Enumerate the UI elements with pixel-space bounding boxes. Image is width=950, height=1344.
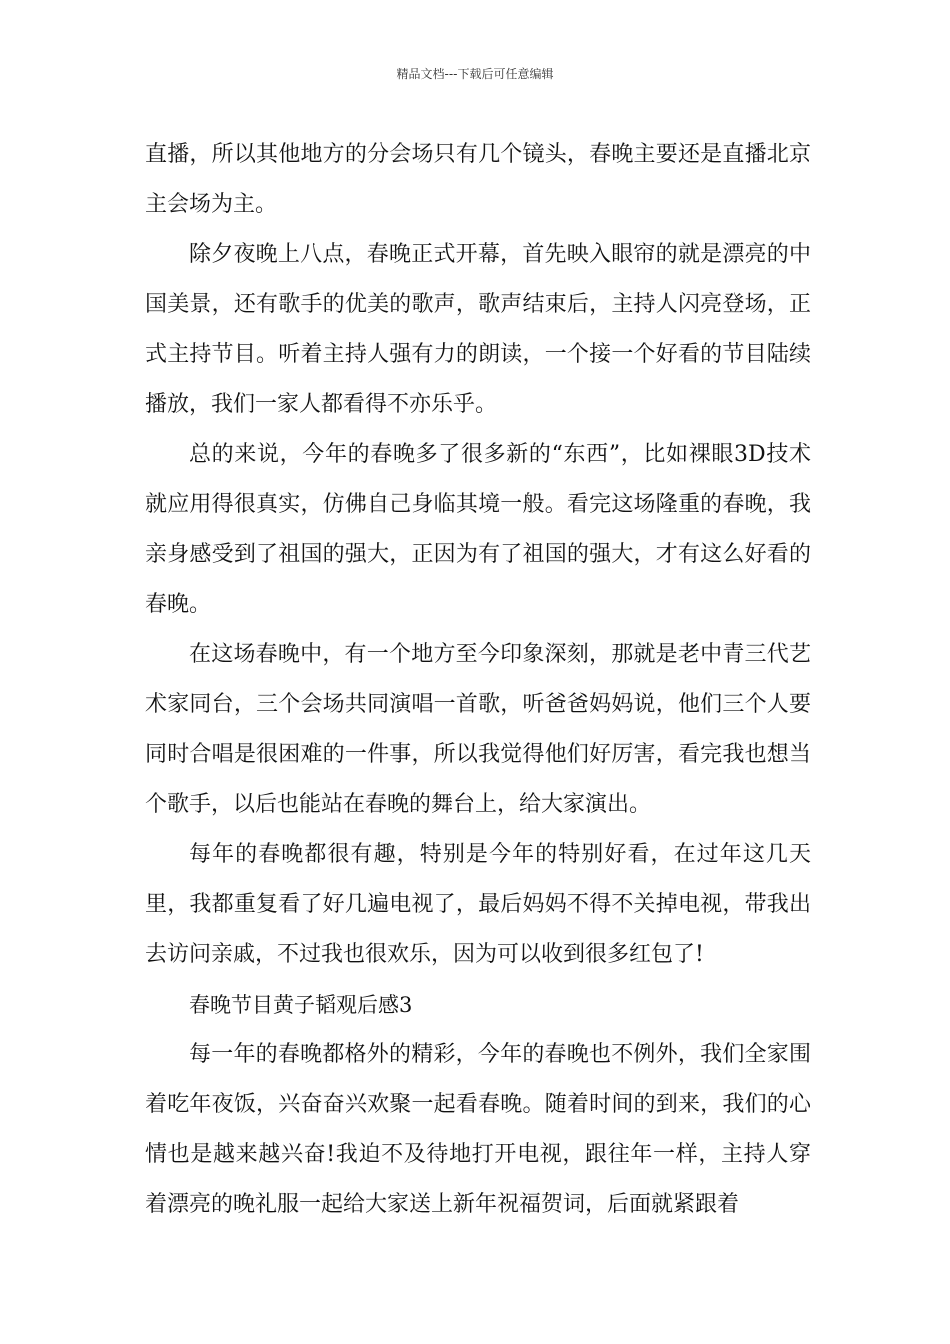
paragraph-continuation: 直播，所以其他地方的分会场只有几个镜头，春晚主要还是直播北京主会场为主。 xyxy=(145,142,811,217)
paragraph: 每年的春晚都很有趣，特别是今年的特别好看，在过年这几天里，我都重复看了好几遍电视了，最后妈妈不得不关掉电视，带我出去访问亲戚，不过我也很欢乐，因为可以收到很多红包了! xyxy=(145,842,811,967)
paragraph: 每一年的春晚都格外的精彩，今年的春晚也不例外，我们全家围着吃年夜饭，兴奋奋兴欢聚一起看春晚。随着时间的到来，我们的心情也是越来越兴奋!我迫不及待地打开电视，跟往年一样，主持人穿着漂亮的晚礼服一起给大家送上新年祝福贺词，后面就紧跟着 xyxy=(145,1042,811,1217)
document-body xyxy=(145,130,811,1230)
paragraph: 在这场春晚中，有一个地方至今印象深刻，那就是老中青三代艺术家同台，三个会场共同演唱一首歌，听爸爸妈妈说，他们三个人要同时合唱是很困难的一件事，所以我觉得他们好厉害，看完我也想当个歌手，以后也能站在春晚的舞台上，给大家演出。 xyxy=(145,642,811,817)
section-heading: 春晚节目黄子韬观后感3 xyxy=(189,993,413,1017)
page-header: 精品文档---下载后可任意编辑 xyxy=(396,67,554,81)
paragraph: 除夕夜晚上八点，春晚正式开幕，首先映入眼帘的就是漂亮的中国美景，还有歌手的优美的歌声，歌声结束后，主持人闪亮登场，正式主持节目。听着主持人强有力的朗读，一个接一个好看的节目陆续播放，我们一家人都看得不亦乐乎。 xyxy=(145,242,811,417)
paragraph: 总的来说，今年的春晚多了很多新的“东西”，比如裸眼3D技术就应用得很真实，仿佛自己身临其境一般。看完这场隆重的春晚，我亲身感受到了祖国的强大，正因为有了祖国的强大，才有这么好看的春晚。 xyxy=(145,442,811,617)
